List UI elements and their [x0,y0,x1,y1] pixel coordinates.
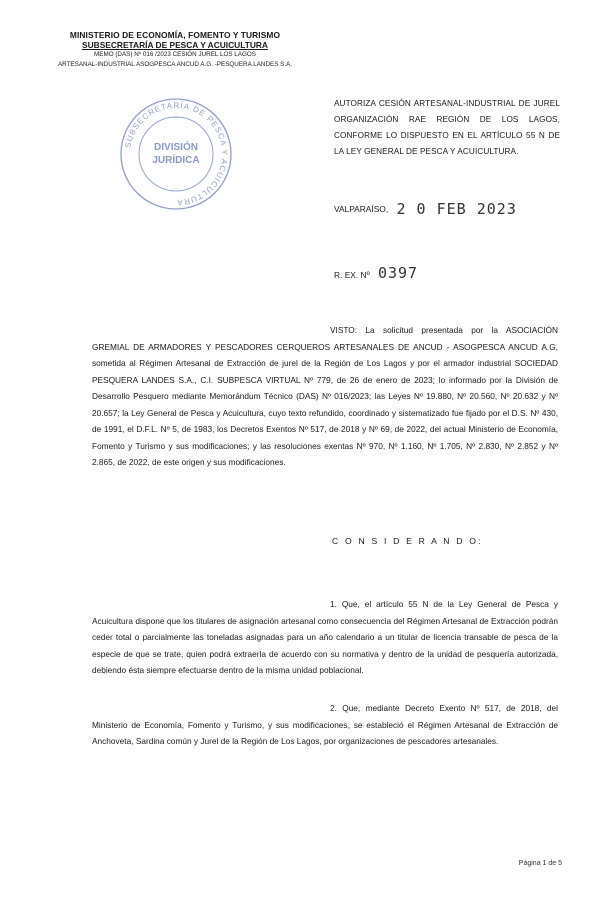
stamp-ring-text: SUBSECRETARÍA DE PESCA Y ACUICULTURA [123,100,230,208]
place-name: VALPARAÍSO, [334,204,389,214]
letterhead [40,30,310,70]
subsecretaria-name: SUBSECRETARÍA DE PESCA Y ACUICULTURA [82,40,268,50]
memo-reference: MEMO (DAS) Nº 016 /2023 CESIÓN JUREL LOS LAGOS [94,51,256,58]
division-juridica-stamp [118,96,234,212]
subject-reference: ARTESANAL-INDUSTRIAL ASOGPESCA ANCUD A.G. -PESQUERA LANDES S.A. [57,61,293,68]
visto-paragraph [92,322,558,471]
visto-text: VISTO: La solicitud presentada por la ASOCIACIÓN GREMIAL DE ARMADORES Y PESCADORES CERQUEROS ARTESANALES DE ANCUD - ASOGPESCA ANCUD A.G, sometida al Régimen Artesanal de Extracción de jurel de la Región de Los Lagos y por el armador industrial SOCIEDAD PESQUERA LANDES S.A., C.I. SUBPESCA VIRTUAL Nº 779, de 26 de enero de 2023; lo informado por la División de Desarrollo Pesquero mediante Memorándum Técnico (DAS) Nº 016/2023; las Leyes Nº 19.880, Nº 20.560, Nº 20.632 y Nº 20.657; la Ley General de Pesca y Acuicultura, cuyo texto refundido, coordinado y sistematizado fue fijado por el D.S. Nº 430, de 1991, el D.F.L. Nº 5, de 1983, los Decretos Exentos Nº 517, de 2018 y Nº 69, de 2022, del actual Ministerio de Economía, Fomento y Turismo y sus modificaciones; y las resoluciones exentas Nº 970, Nº 1.160, Nº 1.705, Nº 2.830, Nº 2.852 y Nº 2.865, de 2022, de este origen y sus modificaciones. [92,325,558,467]
resolution-title: AUTORIZA CESIÓN ARTESANAL-INDUSTRIAL DE JUREL ORGANIZACIÓN RAE REGIÓN DE LOS LAGOS, CONFORME LO DISPUESTO EN EL ARTÍCULO 55 N DE LA LEY GENERAL DE PESCA Y ACUICULTURA. [334,99,560,156]
considerando-heading: C O N S I D E R A N D O: [332,536,483,546]
stamp-line2: JURÍDICA [152,155,200,166]
page-number: Página 1 de 5 [518,860,562,867]
considerando-item-2 [92,700,558,750]
item-text: 2. Que, mediante Decreto Exento Nº 517, de 2018, del Ministerio de Economía, Fomento y Turismo, y sus modificaciones, se estableció el Régimen Artesanal de Extracción de Anchoveta, Sardina común y Jurel de la Región de Los Lagos, por organizaciones de pescadores artesanales. [92,703,558,746]
rex-number: 0397 [377,264,419,282]
item-text: 1. Que, el artículo 55 N de la Ley General de Pesca y Acuicultura dispone que los titulares de asignación artesanal como consecuencia del Régimen Artesanal de Extracción podrán ceder total o parcialmente las toneladas asignadas para un año calendario a un titular de licencia transable de pesca de la especie de que se trate, quien podrá extraerla de acuerdo con su normativa y dentro de la unidad de pesquería autorizada, debiendo ésta siempre efectuarse dentro de la misma unidad poblacional. [92,599,558,675]
rex-label: R. EX. Nº [334,270,370,280]
ministry-name: MINISTERIO DE ECONOMÍA, FOMENTO Y TURISMO [69,30,281,40]
date-line [334,200,517,218]
considerando-item-1 [92,596,558,679]
stamp-line1: DIVISIÓN [154,142,198,153]
date-stamp: 2 0 FEB 2023 [396,200,517,218]
resolution-number-line [334,264,418,282]
